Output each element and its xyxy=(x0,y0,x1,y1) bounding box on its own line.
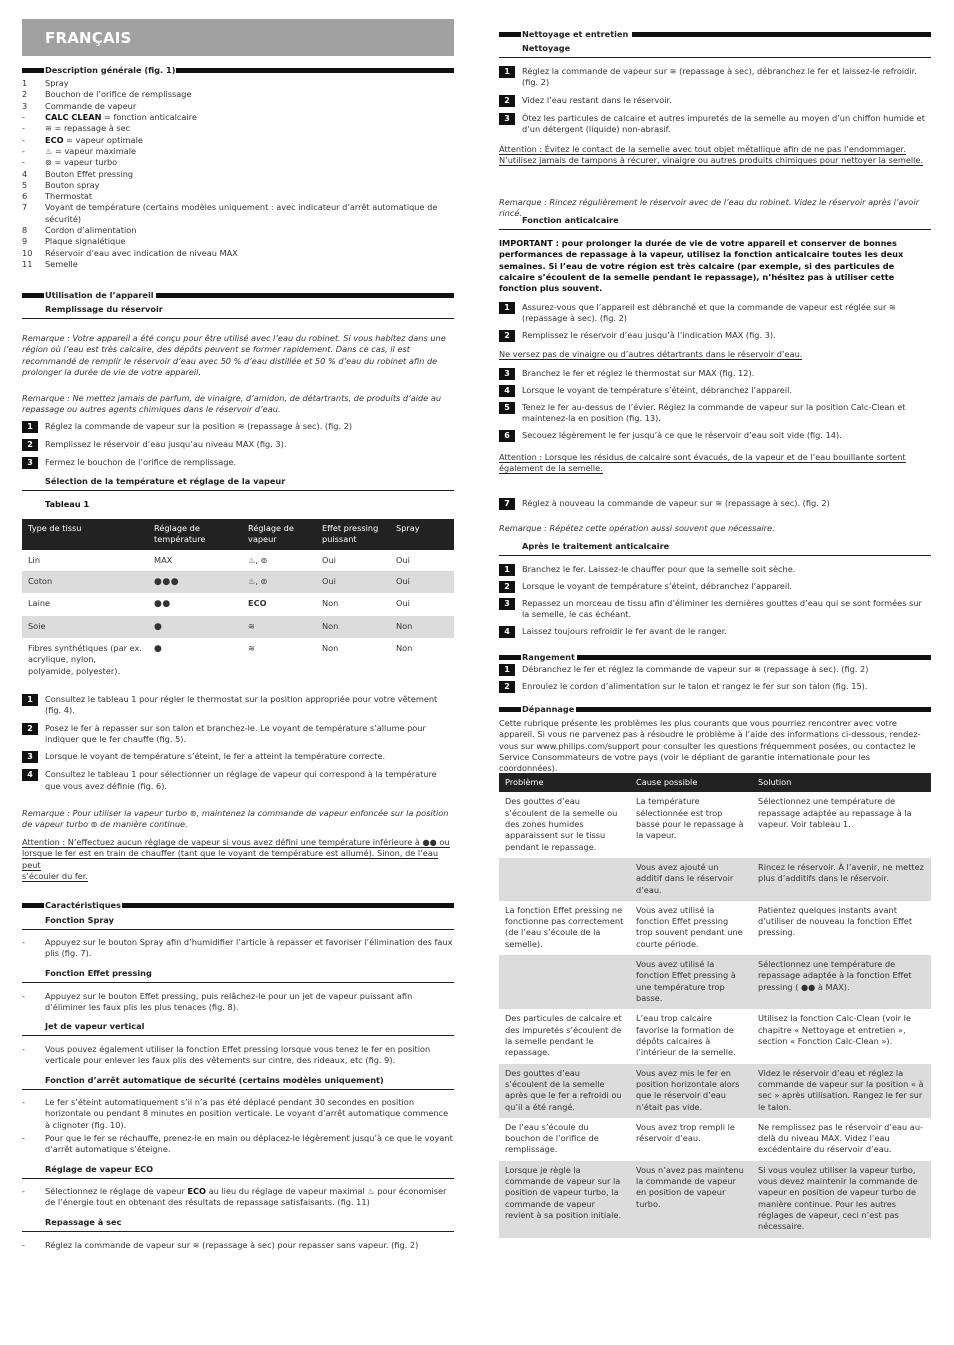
step-number: 3 xyxy=(499,598,515,610)
table-cell xyxy=(499,955,630,1009)
numbered-step xyxy=(499,564,931,576)
numbered-step xyxy=(499,598,931,621)
item-number: 8 xyxy=(22,225,28,236)
warning-line: Attention : Évitez le contact de la semelle avec tout objet métallique afin de ne pas l’endommager. xyxy=(499,144,906,154)
step-text: Remplissez le réservoir d’eau jusqu’au niveau MAX (fig. 3). xyxy=(45,439,287,449)
item-text: Semelle xyxy=(45,259,78,269)
column-header: Effet pressing puissant xyxy=(316,519,390,550)
warning-line: Attention : Lorsque les résidus de calcaire sont évacués, de la vapeur et de l’eau bouillante sortent xyxy=(499,452,906,462)
description-item xyxy=(22,202,454,225)
table-cell: Sélectionnez une température de repassage adaptée à la fonction Effet pressing ( ●● à MAX). xyxy=(752,955,931,1009)
table-cell: Des gouttes d’eau s’écoulent de la semelle après que le fer a refroidi ou qu’il a été rangé. xyxy=(499,1064,630,1118)
table-cell: ♨, ⊚ xyxy=(242,571,316,593)
numbered-step xyxy=(499,330,931,342)
step-text: Consultez le tableau 1 pour régler le thermostat sur la position appropriée pour votre vêtement (fig. 4). xyxy=(45,694,438,716)
table-cell: Oui xyxy=(396,554,410,565)
dry-ironing-text: - Réglez la commande de vapeur sur ≋ (repassage à sec) pour repasser sans vapeur. (fig. 2) xyxy=(22,1240,419,1250)
numbered-step xyxy=(499,385,931,397)
cleaning-steps xyxy=(499,66,931,141)
description-item xyxy=(22,146,454,157)
subheading-anticalc: Fonction anticalcaire xyxy=(499,215,931,230)
table-cell: ≋ xyxy=(242,616,316,638)
table-cell: Vous avez mis le fer en position horizontale alors que le réservoir d’eau n’était pas vide. xyxy=(630,1064,752,1118)
table-cell: Lin xyxy=(28,554,41,565)
table-cell: Non xyxy=(316,616,390,638)
step-number: 4 xyxy=(499,626,515,638)
item-text: Commande de vapeur xyxy=(45,100,137,111)
section-heading-storage xyxy=(499,652,931,662)
numbered-step xyxy=(499,681,931,693)
step-text: Remplissez le réservoir d’eau jusqu’à l’indication MAX (fig. 3). xyxy=(522,329,776,340)
table-cell: Oui xyxy=(316,571,390,593)
table-cell: La température sélectionnée est trop basse pour le repassage à la vapeur. xyxy=(636,796,744,841)
item-number: - xyxy=(22,157,25,168)
item-number: - xyxy=(22,123,25,134)
subheading-dry-ironing: Repassage à sec xyxy=(22,1217,454,1232)
table-cell: Laine xyxy=(28,598,51,609)
column-header: Problème xyxy=(499,773,630,792)
numbered-step xyxy=(499,402,931,425)
table-row xyxy=(499,1009,931,1063)
step-number: 5 xyxy=(499,402,515,414)
subheading-temperature: Sélection de la température et réglage de la vapeur xyxy=(22,476,454,491)
item-label: ECO xyxy=(45,134,64,145)
table-cell: ≋ xyxy=(248,643,255,654)
storage-steps xyxy=(499,664,931,698)
warning-steam xyxy=(22,837,454,882)
table-cell: Non xyxy=(396,643,413,654)
warning-line: lorsque le fer est en train de chauffer (tant que le voyant de température est allumé). Sinon, de l’eau peut xyxy=(22,848,439,870)
remark-repeat: Remarque : Répétez cette opération aussi souvent que nécessaire. xyxy=(499,523,775,533)
item-number: 9 xyxy=(22,236,28,247)
numbered-step xyxy=(499,66,931,89)
warning-anticalc xyxy=(499,452,931,475)
table-row xyxy=(22,593,454,615)
table-row xyxy=(22,638,454,682)
step-text: Tenez le fer au-dessus de l’évier. Réglez la commande de vapeur sur la position Calc-Clean et maintenez-la en position (fig. 13). xyxy=(522,402,906,424)
important-anticalc: IMPORTANT : pour prolonger la durée de vie de votre appareil et conserver de bonnes performances de repassage à la vapeur, utilisez la fonction anticalcaire toutes les deux semaines. Si l’eau de votre région est très calcaire (par exemple, si des particules de calcaire s’écoulent de la semelle pendant le repassage), n’hésitez pas à utiliser cette fonction plus souvent. xyxy=(499,238,904,294)
description-item xyxy=(22,89,454,100)
table-cell: ●● xyxy=(154,599,171,610)
description-item xyxy=(22,225,454,236)
description-item xyxy=(22,78,454,89)
numbered-step xyxy=(499,430,931,442)
numbered-step xyxy=(22,723,454,746)
numbered-step xyxy=(499,626,931,638)
table-cell xyxy=(499,858,630,901)
numbered-step xyxy=(499,302,931,325)
remark-turbo: Remarque : Pour utiliser la vapeur turbo ⊚, maintenez la commande de vapeur enfoncée sur la position de vapeur turbo ⊚ de manière continue. xyxy=(22,808,449,830)
temperature-steps xyxy=(22,694,454,798)
step-number: 6 xyxy=(499,430,515,442)
item-number: 7 xyxy=(22,202,28,213)
warning-cleaning xyxy=(499,144,931,167)
step-text: Lorsque le voyant de température s’éteint, le fer a atteint la température correcte. xyxy=(45,751,386,762)
step-text: Lorsque le voyant de température s’éteint, débranchez l’appareil. xyxy=(522,385,792,395)
table-cell: Soie xyxy=(22,616,148,638)
step-text: Réglez la commande de vapeur sur ≋ (repassage à sec), débranchez le fer et laissez-le refroidir. (fig. 2) xyxy=(522,66,917,88)
auto-off-text-1: - Le fer s’éteint automatiquement s’il n’a pas été déplacé pendant 30 secondes en position horizontale ou pendant 8 minutes en position verticale. Le voyant d’arrêt automatique commence à clignoter (fig. 10). xyxy=(22,1097,449,1130)
table-cell: Rincez le réservoir. À l’avenir, ne mettez plus d’additifs dans le réservoir. xyxy=(752,858,931,901)
warning-line: N’utilisez jamais de tampons à récurer, vinaigre ou autres produits chimiques pour nettoyer la semelle. xyxy=(499,155,924,166)
item-text: = vapeur maximale xyxy=(52,145,137,156)
step-number: 2 xyxy=(499,330,515,342)
item-text: = repassage à sec xyxy=(51,123,131,134)
table-row xyxy=(22,571,454,593)
fabric-table xyxy=(22,519,454,682)
section-heading-features xyxy=(22,900,454,910)
trouble-table xyxy=(499,773,931,1238)
subheading-eco: Réglage de vapeur ECO xyxy=(22,1164,454,1179)
table-cell: ECO xyxy=(248,598,267,609)
numbered-step xyxy=(499,498,931,510)
description-item xyxy=(22,191,454,202)
item-number: 10 xyxy=(22,247,33,258)
section-title: Caractéristiques xyxy=(45,900,121,910)
table-cell: Oui xyxy=(396,598,410,609)
table-row xyxy=(22,616,454,638)
section-heading-cleaning xyxy=(499,29,931,39)
step-text: Débranchez le fer et réglez la commande de vapeur sur ≋ (repassage à sec). (fig. 2) xyxy=(522,664,869,674)
section-title: Nettoyage et entretien xyxy=(522,29,629,39)
numbered-step xyxy=(499,95,931,107)
step-number: 2 xyxy=(22,439,38,451)
auto-off-text-2: - Pour que le fer se réchauffe, prenez-le en main ou déplacez-le légèrement jusqu’à ce que le voyant d’arrêt automatique s’éteigne. xyxy=(22,1133,453,1155)
item-text: = vapeur optimale xyxy=(63,134,143,145)
item-number: - xyxy=(22,134,25,145)
step-number: 1 xyxy=(499,564,515,576)
language-banner xyxy=(22,19,454,56)
step-text: Videz l’eau restant dans le réservoir. xyxy=(522,94,672,105)
step-number: 3 xyxy=(499,113,515,125)
subheading-spray: Fonction Spray xyxy=(22,915,454,930)
table-row xyxy=(499,901,931,955)
description-item xyxy=(22,180,454,191)
table-cell: De l’eau s’écoule du bouchon de l’orifice de remplissage. xyxy=(505,1121,599,1155)
item-number: - xyxy=(22,145,25,156)
table-cell: Vous avez utilisé la fonction Effet pressing à une température trop basse. xyxy=(630,955,752,1009)
description-item xyxy=(22,112,454,123)
table-row xyxy=(499,792,931,858)
item-text: = fonction anticalcaire xyxy=(101,111,197,122)
item-text: = vapeur turbo xyxy=(51,157,118,168)
table-cell: ●●● xyxy=(148,571,242,593)
item-text: Thermostat xyxy=(45,191,93,202)
description-item xyxy=(22,157,454,168)
remark-rinse: Remarque : Rincez régulièrement le réservoir avec de l’eau du robinet. Videz le réservoir après l’avoir rincé. xyxy=(499,197,919,219)
table-row xyxy=(499,1064,931,1118)
table-row xyxy=(499,858,931,901)
table-row xyxy=(499,955,931,1009)
table-title: Tableau 1 xyxy=(45,499,90,509)
item-text: Bouchon de l’orifice de remplissage xyxy=(45,89,192,100)
column-header: Cause possible xyxy=(630,773,752,792)
no-vinegar-note: Ne versez pas de vinaigre ou d’autres détartrants dans le réservoir d’eau. xyxy=(499,349,803,359)
table-cell: Oui xyxy=(322,554,336,565)
step-number: 3 xyxy=(499,368,515,380)
step-text: Repassez un morceau de tissu afin d’éliminer les dernières gouttes d’eau qui se sont formées sur la semelle, le cas échéant. xyxy=(522,598,922,620)
table-cell: Oui xyxy=(390,571,454,593)
after-steps xyxy=(499,564,931,643)
table-cell: Vous avez ajouté un additif dans le réservoir d’eau. xyxy=(630,858,752,901)
steam-setting-icon: ⊚ xyxy=(45,157,52,168)
description-list xyxy=(22,78,454,270)
step-number: 4 xyxy=(22,769,38,781)
column-header: Solution xyxy=(752,773,931,792)
column-header: Réglage de température xyxy=(148,519,242,550)
item-text: Bouton spray xyxy=(45,179,100,190)
fill-steps xyxy=(22,421,454,475)
table-cell: Coton xyxy=(22,571,148,593)
numbered-step xyxy=(22,694,454,717)
vertical-text: - Vous pouvez également utiliser la fonction Effet pressing lorsque vous tenez le fer en position verticale pour enlever les faux plis des vêtements sur cintre, des rideaux, etc (fig. 9). xyxy=(22,1044,431,1066)
table-cell: Lorsque je règle la commande de vapeur sur la position de vapeur turbo, la commande de vapeur revient à sa position initiale. xyxy=(499,1161,630,1238)
step-text: Branchez le fer et réglez le thermostat sur MAX (fig. 12). xyxy=(522,368,755,378)
remark-tap-water: Remarque : Votre appareil a été conçu pour être utilisé avec l’eau du robinet. Si vous habitez dans une région où l’eau est très calcaire, des dépôts peuvent se former rapidement. Dans ce cas, il est recommandé de remplir le réservoir d’eau avec 50 % d’eau distillée et 50 % d’eau du robinet afin de prolonger la durée de vie de votre appareil. xyxy=(22,333,446,377)
step-text: Assurez-vous que l’appareil est débranché et que la commande de vapeur est réglée sur ≋ (repassage à sec). (fig. 2) xyxy=(522,302,896,324)
warning-line: Attention : N’effectuez aucun réglage de vapeur si vous avez défini une température inférieure à ●● ou xyxy=(22,837,450,847)
steam-setting-icon: ♨ xyxy=(45,145,53,156)
table-cell: La fonction Effet pressing ne fonctionne pas correctement (de l’eau s’écoule de la semelle). xyxy=(505,904,624,949)
table-cell: Vous avez trop rempli le réservoir d’eau. xyxy=(636,1121,735,1144)
item-number: - xyxy=(22,111,25,122)
subheading-vertical: Jet de vapeur vertical xyxy=(22,1021,454,1036)
item-text: Voyant de température (certains modèles uniquement : avec indicateur d’arrêt automatique de sécurité) xyxy=(45,202,438,224)
item-number: 1 xyxy=(22,78,28,88)
step-number: 1 xyxy=(499,664,515,676)
section-heading-description xyxy=(22,65,454,75)
table-cell: Vous avez utilisé la fonction Effet pressing trop souvent pendant une courte période. xyxy=(636,904,743,949)
table-cell: Non xyxy=(322,643,339,654)
table-cell: ● xyxy=(154,644,163,655)
numbered-step xyxy=(499,581,931,593)
numbered-step xyxy=(22,439,454,451)
description-item xyxy=(22,169,454,180)
numbered-step xyxy=(22,751,454,763)
step-text: Enroulez le cordon d’alimentation sur le talon et rangez le fer sur son talon (fig. 15). xyxy=(522,681,868,691)
table-row xyxy=(22,550,454,571)
table-cell: L’eau trop calcaire favorise la formation de dépôts calcaires à l’intérieur de la semelle. xyxy=(636,1013,736,1058)
step-text: Consultez le tableau 1 pour sélectionner un réglage de vapeur qui correspond à la température que vous avez définie (fig. 6). xyxy=(45,769,437,791)
table-cell: Non xyxy=(390,616,454,638)
step-number: 1 xyxy=(22,421,38,433)
item-number: 6 xyxy=(22,191,28,202)
subheading-after: Après le traitement anticalcaire xyxy=(499,541,931,556)
step-number: 3 xyxy=(22,457,38,469)
table-cell: Si vous voulez utiliser la vapeur turbo, vous devez maintenir la commande de vapeur en position de vapeur turbo de manière continue. Pour les autres réglages de vapeur, ceci n’est pas nécessaire. xyxy=(752,1161,931,1238)
step-text: Posez le fer à repasser sur son talon et branchez-le. Le voyant de température s’allume pour indiquer que le fer chauffe (fig. 5). xyxy=(45,722,426,744)
step-number: 1 xyxy=(499,302,515,314)
description-item xyxy=(22,259,454,270)
item-text: Réservoir d’eau avec indication de niveau MAX xyxy=(45,247,238,258)
pressing-text: - Appuyez sur le bouton Effet pressing, puis relâchez-le pour un jet de vapeur puissant afin d’éliminer les faux plis les plus tenaces (fig. 8). xyxy=(22,991,413,1013)
step-text: Fermez le bouchon de l’orifice de remplissage. xyxy=(45,457,237,467)
anticalc-step-7 xyxy=(499,498,931,510)
step-text: Branchez le fer. Laissez-le chauffer pour que la semelle soit sèche. xyxy=(522,564,796,574)
numbered-step xyxy=(22,457,454,469)
step-number: 2 xyxy=(499,95,515,107)
subheading-pressing: Fonction Effet pressing xyxy=(22,968,454,983)
numbered-step xyxy=(499,368,931,380)
eco-text: - Sélectionnez le réglage de vapeur ECO au lieu du réglage de vapeur maximal ♨ pour économiser de l’énergie tout en obtenant des résultats de repassage satisfaisants. (fig. 11) xyxy=(22,1186,447,1208)
banner-title: FRANÇAIS xyxy=(45,29,132,47)
subheading-fill: Remplissage du réservoir xyxy=(22,304,454,319)
trouble-intro: Cette rubrique présente les problèmes les plus courants que vous pourriez rencontrer avec votre appareil. Si vous ne parvenez pas à résoudre le problème à l’aide des informations ci-dessous, rendez-vous sur www.philips.com/support pour consulter les questions fréquemment posées, ou contactez le Service Consommateurs de votre pays (voir le dépliant de garantie internationale pour les coordonnées). xyxy=(499,718,921,774)
step-text: Réglez la commande de vapeur sur la position ≋ (repassage à sec). (fig. 2) xyxy=(45,421,353,431)
table-cell: Utilisez la fonction Calc-Clean (voir le chapitre « Nettoyage et entretien », section « Fonction Calc-Clean »). xyxy=(758,1013,911,1046)
column-header: Réglage de vapeur xyxy=(242,519,316,550)
step-number: 2 xyxy=(499,681,515,693)
table-cell: Ne remplissez pas le réservoir d’eau au-delà du niveau MAX. Videz l’eau excédentaire du réservoir d’eau. xyxy=(758,1121,923,1155)
spray-text: - Appuyez sur le bouton Spray afin d’humidifier l’article à repasser et favoriser l’élimination des faux plis (fig. 7). xyxy=(22,937,453,959)
warning-line: également de la semelle. xyxy=(499,463,603,474)
table-cell: Vous n’avez pas maintenu la commande de vapeur en position de vapeur turbo. xyxy=(630,1161,752,1238)
numbered-step xyxy=(499,113,931,136)
numbered-step xyxy=(22,769,454,792)
item-label: CALC CLEAN xyxy=(45,111,102,122)
table-cell: Non xyxy=(322,598,339,609)
column-header: Type de tissu xyxy=(22,519,148,550)
description-item xyxy=(22,101,454,112)
table-cell: Des gouttes d’eau s’écoulent de la semelle ou des zones humides apparaissent sur le tissu pendant le repassage. xyxy=(505,796,618,852)
steam-setting-icon: ≋ xyxy=(45,123,52,134)
step-number: 7 xyxy=(499,498,515,510)
section-title: Rangement xyxy=(522,652,575,662)
step-text: Lorsque le voyant de température s’éteint, débranchez l’appareil. xyxy=(522,581,792,591)
step-text: Laissez toujours refroidir le fer avant de le ranger. xyxy=(522,625,727,636)
subheading-cleaning: Nettoyage xyxy=(499,43,931,58)
description-item xyxy=(22,123,454,134)
item-number: 11 xyxy=(22,259,33,269)
section-title: Utilisation de l’appareil xyxy=(45,290,154,300)
table-cell: MAX xyxy=(154,554,173,565)
step-number: 2 xyxy=(22,723,38,735)
table-cell: ● xyxy=(148,616,242,638)
item-text: Cordon d’alimentation xyxy=(45,225,137,236)
table-cell: Sélectionnez une température de repassage adaptée au repassage à la vapeur. Voir tableau 1. xyxy=(758,796,912,829)
step-number: 4 xyxy=(499,385,515,397)
item-text: Plaque signalétique xyxy=(45,236,126,247)
section-title: Description générale (fig. 1) xyxy=(45,65,176,75)
item-text: Spray xyxy=(45,78,69,88)
remark-no-additives: Remarque : Ne mettez jamais de parfum, de vinaigre, d’amidon, de détartrants, de produits d’aide au repassage ou autres agents chimiques dans le réservoir d’eau. xyxy=(22,393,442,415)
section-title: Dépannage xyxy=(522,704,575,714)
section-heading-usage xyxy=(22,290,454,300)
step-text: Ôtez les particules de calcaire et autres impuretés de la semelle au moyen d’un chiffon humide et d’un détergent (liquide) non-abrasif. xyxy=(522,112,925,134)
step-number: 1 xyxy=(499,66,515,78)
warning-line: s’écouler du fer. xyxy=(22,870,89,881)
table-row xyxy=(499,1161,931,1238)
item-number: 3 xyxy=(22,100,28,111)
item-number: 5 xyxy=(22,179,28,190)
section-heading-trouble xyxy=(499,704,931,714)
anticalc-steps-b xyxy=(499,368,931,447)
description-item xyxy=(22,236,454,247)
numbered-step xyxy=(499,664,931,676)
step-text: Secouez légèrement le fer jusqu’à ce que le réservoir d’eau soit vide (fig. 14). xyxy=(522,429,842,440)
item-number: 4 xyxy=(22,168,28,179)
subheading-auto-off: Fonction d’arrêt automatique de sécurité (certains modèles uniquement) xyxy=(22,1075,454,1090)
anticalc-steps-a xyxy=(499,302,931,347)
table-cell: Des particules de calcaire et des impuretés s’écoulent de la semelle pendant le repassage. xyxy=(505,1013,622,1058)
table-cell: Videz le réservoir d’eau et réglez la commande de vapeur sur la position « à sec » après utilisation. Rangez le fer sur le talon. xyxy=(752,1064,931,1118)
description-item xyxy=(22,248,454,259)
column-header: Spray xyxy=(390,519,454,550)
table-row xyxy=(499,1118,931,1161)
step-number: 1 xyxy=(22,694,38,706)
step-text: Réglez à nouveau la commande de vapeur sur ≋ (repassage à sec). (fig. 2) xyxy=(522,498,830,508)
description-item xyxy=(22,135,454,146)
item-number: 2 xyxy=(22,89,28,100)
step-number: 2 xyxy=(499,581,515,593)
numbered-step xyxy=(22,421,454,433)
table-cell: ♨, ⊚ xyxy=(248,554,268,565)
table-cell: Patientez quelques instants avant d’utiliser de nouveau la fonction Effet pressing. xyxy=(758,904,913,938)
item-text: Bouton Effet pressing xyxy=(45,168,134,179)
table-cell: Fibres synthétiques (par ex. acrylique, nylon, polyamide, polyester). xyxy=(28,643,142,676)
step-number: 3 xyxy=(22,751,38,763)
